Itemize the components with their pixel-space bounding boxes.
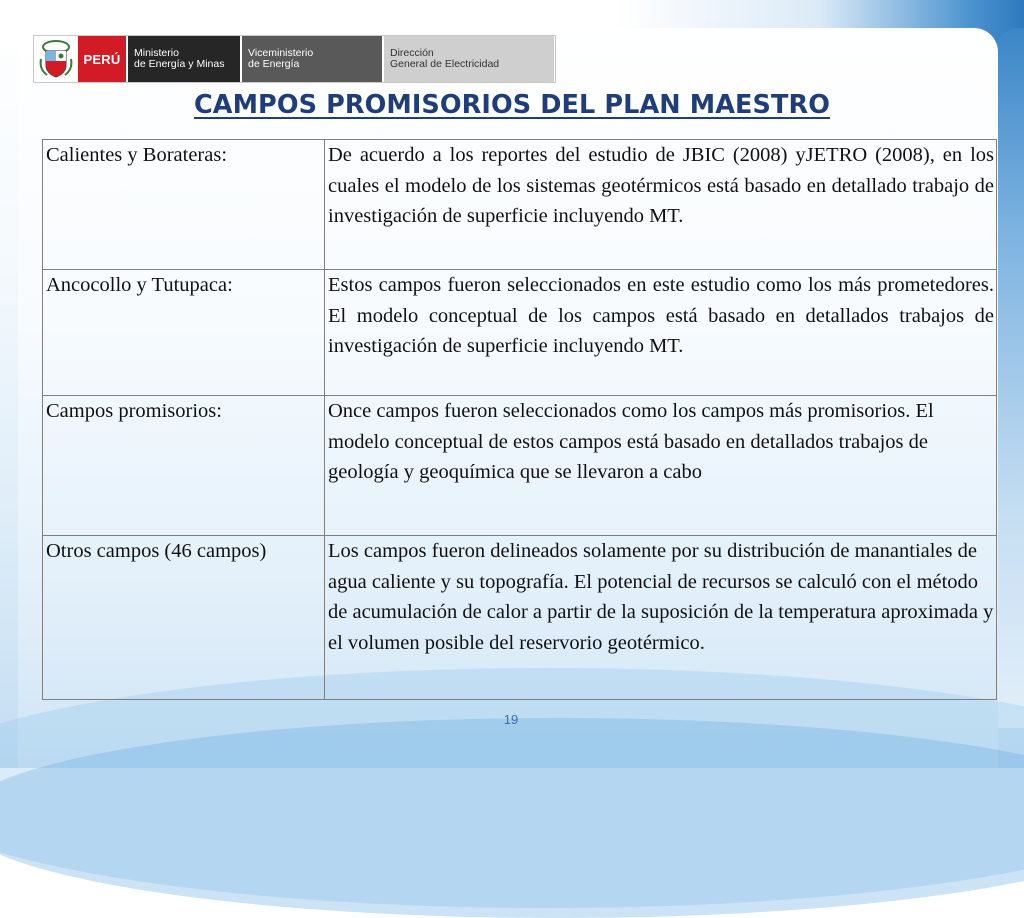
row-description: Estos campos fueron seleccionados en este estudio como los más prometedores. El modelo conceptual de los campos está basado en detallados trabajos de investigación de superficie incluyendo MT. bbox=[325, 270, 997, 396]
table-row bbox=[43, 140, 997, 270]
slide-edge-decoration bbox=[994, 28, 1024, 728]
row-description: De acuerdo a los reportes del estudio de JBIC (2008) yJETRO (2008), en los cuales el modelo de los sistemas geotérmicos está basado en detallado trabajo de investigación de superficie incluyendo MT. bbox=[325, 140, 997, 270]
row-label: Ancocollo y Tutupaca: bbox=[43, 270, 325, 396]
row-label: Campos promisorios: bbox=[43, 396, 325, 536]
background-wave bbox=[0, 718, 1024, 918]
table-row bbox=[43, 396, 997, 536]
viceministry-label: Viceministerio de Energía bbox=[240, 36, 382, 82]
direction-label: Dirección General de Electricidad bbox=[382, 36, 554, 82]
ministry-logo-strip bbox=[33, 35, 556, 83]
row-label: Otros campos (46 campos) bbox=[43, 536, 325, 700]
row-label: Calientes y Borateras: bbox=[43, 140, 325, 270]
country-label: PERÚ bbox=[78, 36, 126, 82]
table-row bbox=[43, 536, 997, 700]
page-number: 19 bbox=[503, 712, 519, 727]
fields-table bbox=[42, 139, 997, 700]
row-description: Once campos fueron seleccionados como los campos más promisorios. El modelo conceptual de estos campos está basado en detallados trabajos de geología y geoquímica que se llevaron a cabo bbox=[325, 396, 997, 536]
table-row bbox=[43, 270, 997, 396]
ministry-label: Ministerio de Energía y Minas bbox=[126, 36, 240, 82]
slide-title: CAMPOS PROMISORIOS DEL PLAN MAESTRO bbox=[193, 90, 831, 120]
coat-of-arms-icon bbox=[34, 36, 78, 82]
row-description: Los campos fueron delineados solamente por su distribución de manantiales de agua caliente y su topografía. El potencial de recursos se calculó con el método de acumulación de calor a partir de la suposición de la temperatura aproximada y el volumen posible del reservorio geotérmico. bbox=[325, 536, 997, 700]
